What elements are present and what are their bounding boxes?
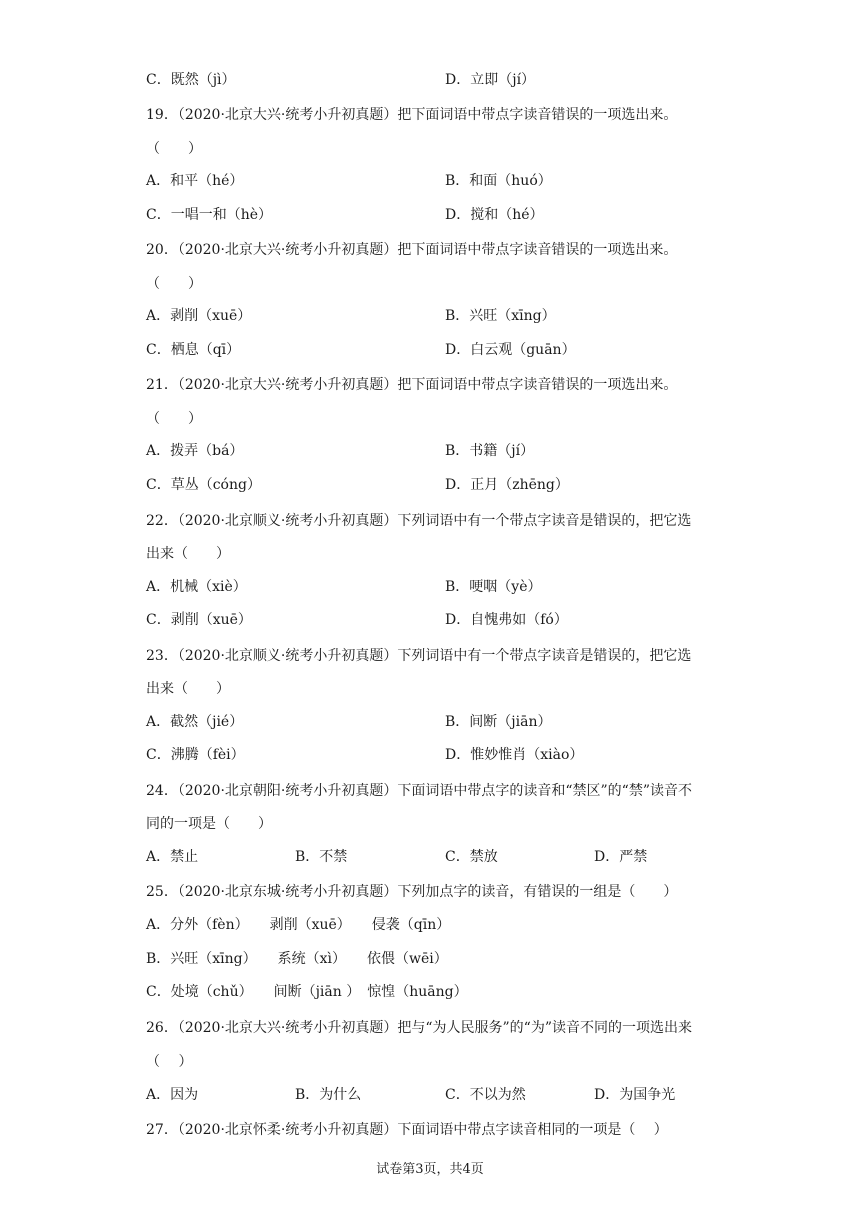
- q24-option-b: B．不禁: [295, 849, 348, 865]
- q22-stem: 22．（2020·北京顺义·统考小升初真题）下列词语中有一个带点字读音是错误的，把它选: [146, 513, 692, 529]
- q27-stem: 27．（2020·北京怀柔·统考小升初真题）下面词语中带点字读音相同的一项是（ ）: [146, 1122, 668, 1138]
- q18-option-d: D．立即（jí）: [445, 72, 536, 88]
- q26-option-d: D．为国争光: [594, 1087, 676, 1103]
- q20-answer-blank: （ ）: [146, 276, 202, 292]
- q23-option-a: A．截然（jié）: [146, 714, 244, 730]
- q22-option-c: C．剥削（xuē）: [146, 612, 252, 628]
- q20-option-b: B．兴旺（xīng）: [445, 308, 556, 324]
- q26-answer-blank: （ ）: [146, 1054, 193, 1070]
- q22-stem-continued: 出来（ ）: [146, 546, 230, 562]
- q24-option-a: A．禁止: [146, 849, 199, 865]
- q25-option-b: B．兴旺（xīng） 系统（xì） 依偎（wēi）: [146, 951, 448, 967]
- q22-option-a: A．机械（xiè）: [146, 579, 247, 595]
- q23-option-b: B．间断（jiān）: [445, 714, 552, 730]
- q19-answer-blank: （ ）: [146, 141, 202, 157]
- q21-answer-blank: （ ）: [146, 411, 202, 427]
- q20-option-d: D．白云观（guān）: [445, 342, 576, 358]
- q25-option-a: A．分外（fèn） 剥削（xuē） 侵袭（qīn）: [146, 917, 451, 933]
- q25-stem: 25．（2020·北京东城·统考小升初真题）下列加点字的读音，有错误的一组是（ ）: [146, 884, 678, 900]
- q23-stem: 23．（2020·北京顺义·统考小升初真题）下列词语中有一个带点字读音是错误的，把它选: [146, 648, 692, 664]
- q21-option-c: C．草丛（cóng）: [146, 477, 261, 493]
- q24-option-d: D．严禁: [594, 849, 648, 865]
- q19-option-d: D．搅和（hé）: [445, 207, 544, 223]
- q21-option-b: B．书籍（jí）: [445, 443, 535, 459]
- q26-stem: 26．（2020·北京大兴·统考小升初真题）把与“为人民服务”的“为”读音不同的一项选出来: [146, 1020, 692, 1036]
- q24-stem: 24．（2020·北京朝阳·统考小升初真题）下面词语中带点字的读音和“禁区”的“禁”读音不: [146, 783, 692, 799]
- q22-option-b: B．哽咽（yè）: [445, 579, 542, 595]
- page-footer: 试卷第3页，共4页: [376, 1162, 484, 1177]
- q24-option-c: C．禁放: [445, 849, 498, 865]
- q20-option-c: C．栖息（qī）: [146, 342, 241, 358]
- q19-option-b: B．和面（huó）: [445, 173, 552, 189]
- q19-option-a: A．和平（hé）: [146, 173, 244, 189]
- q18-option-c: C．既然（jì）: [146, 72, 236, 88]
- q26-option-a: A．因为: [146, 1087, 199, 1103]
- q26-option-b: B．为什么: [295, 1087, 362, 1103]
- q19-option-c: C．一唱一和（hè）: [146, 207, 273, 223]
- q23-option-c: C．沸腾（fèi）: [146, 747, 245, 763]
- q22-option-d: D．自愧弗如（fó）: [445, 612, 568, 628]
- q20-option-a: A．剥削（xuē）: [146, 308, 252, 324]
- q25-option-c: C．处境（chǔ） 间断（jiān ） 惊惶（huāng）: [146, 984, 468, 1000]
- q26-option-c: C．不以为然: [445, 1087, 526, 1103]
- q21-stem: 21．（2020·北京大兴·统考小升初真题）把下面词语中带点字读音错误的一项选出来。: [146, 377, 678, 393]
- q21-option-a: A．拨弄（bá）: [146, 443, 244, 459]
- q24-stem-continued: 同的一项是（ ）: [146, 816, 272, 832]
- q20-stem: 20．（2020·北京大兴·统考小升初真题）把下面词语中带点字读音错误的一项选出来。: [146, 242, 678, 258]
- q21-option-d: D．正月（zhēng）: [445, 477, 569, 493]
- q19-stem: 19．（2020·北京大兴·统考小升初真题）把下面词语中带点字读音错误的一项选出来。: [146, 107, 678, 123]
- q23-stem-continued: 出来（ ）: [146, 681, 230, 697]
- q23-option-d: D．惟妙惟肖（xiào）: [445, 747, 584, 763]
